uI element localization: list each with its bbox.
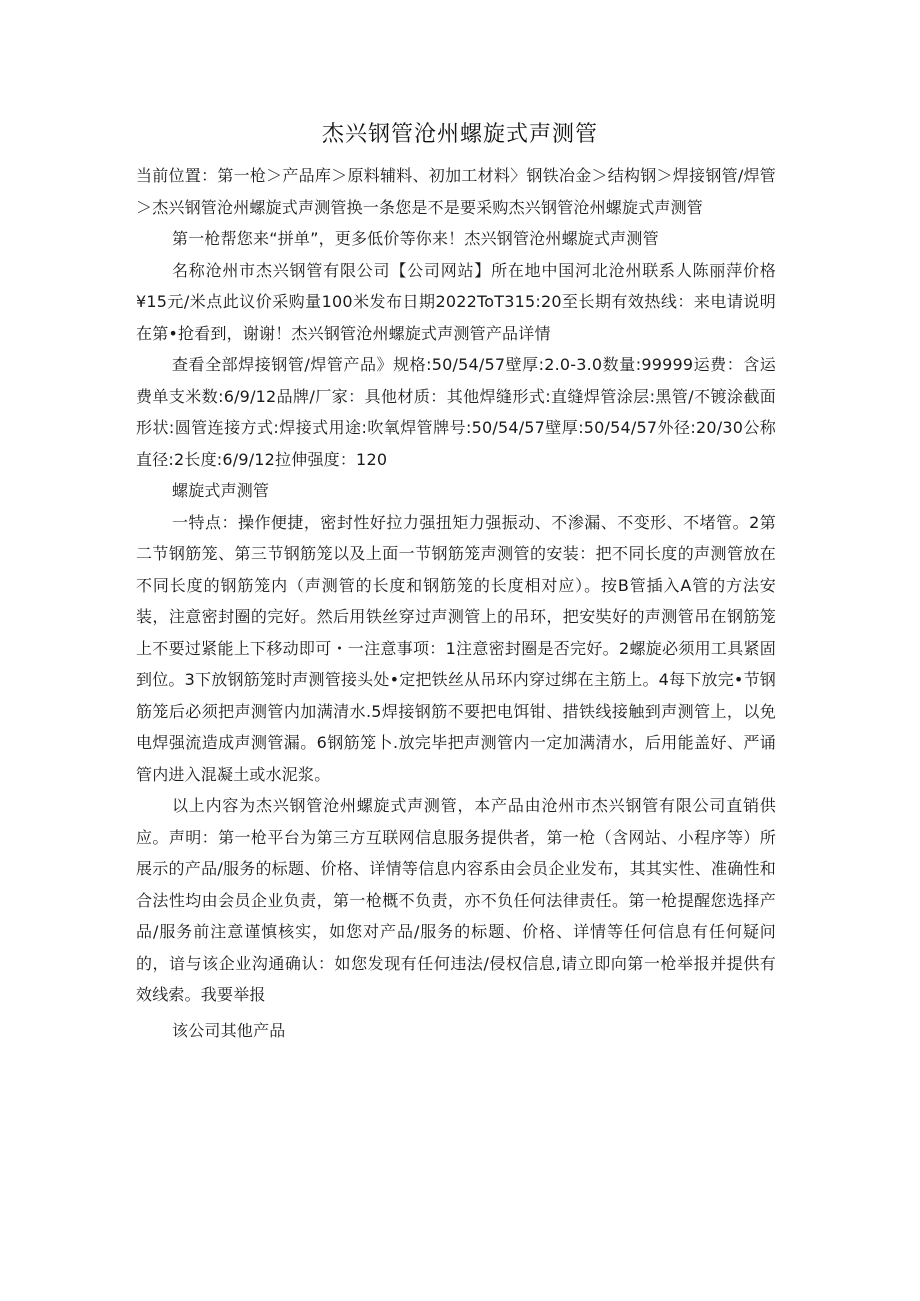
- paragraph-features: 一特点：操作便捷，密封性好拉力强扭矩力强振动、不渗漏、不变形、不堵管。2第二节钢筋笼、第三节钢筋笼以及上面一节钢筋笼声测管的安装：把不同长度的声测管放在不同长度的钢筋笼内（声测管的长度和钢筋笼的长度相对应）。按B管插入A管的方法安装，注意密封圈的完好。然后用铁丝穿过声测管上的吊环，把安奘好的声测管吊在钢筋笼上不要过紧能上下移动即可・一注意事项：1注意密封圈是否完好。2螺旋必须用工具紧固到位。3下放钢筋笼时声测管接头处•定把铁丝从吊环内穿过绑在主筋上。4每下放完•节钢筋笼后必须把声测管内加满清水.5焊接钢筋不要把电饵钳、措铁线接触到声测管上，以免电焊强流造成声测管漏。6钢筋笼卜.放完毕把声测管内一定加满清水，后用能盖好、严诵管内进入混凝土或水泥浆。: [136, 512, 776, 784]
- paragraph-disclaimer: 以上内容为杰兴钢管沧州螺旋式声测管，本产品由沧州市杰兴钢管有限公司直销供应。声明：第一枪平台为第三方互联网信息服务提供者，第一枪（含网站、小程序等）所展示的产品/服务的标题、价格、详情等信息内容系由会员企业发布，其其实性、准确性和合法性均由会员企业负责，第一枪概不负责，亦不负任何法律责任。第一枪提醒您选择产品/服务前注意谨慎核实，如您对产品/服务的标题、价格、详情等任何信息有任何疑问的，谙与该企业沟通确认：如您发现有任何违法/侵权信息,请立即向第一枪举报并提供有效线索。我要举报: [136, 796, 776, 1004]
- other-products-heading: 该公司其他产品: [172, 1020, 286, 1040]
- paragraph-specs: 查看全部焊接钢管/焊管产品》规格:50/54/57壁厚:2.0-3.0数量:99999运费：含运费单支米数:6/9/12品牌/厂家：具他材质：其他焊缝形式:直缝焊管涂层:黑管/不镀涂截面形状:圆管连接方式:焊接式用途:吹氧焊管牌号:50/54/57壁厚:50/54/57外径:20/30公称直径:2长度:6/9/12拉伸强度：120: [136, 355, 776, 469]
- section-heading: 螺旋式声测管: [172, 481, 270, 500]
- paragraph-company-info: 名称沧州市杰兴钢管有限公司【公司网站】所在地中国河北沧州联系人陈丽萍价格¥15元/米点此议价采购量100米发布日期2022ToT315:20至长期有效热线：来电请说明在第•抢看到，谢谢！杰兴钢管沧州螺旋式声测管产品详情: [136, 260, 776, 343]
- paragraph-group-buy: 第一枪帮您来“拼单”，更多低价等你来！杰兴钢管沧州螺旋式声测管: [172, 229, 659, 248]
- document-title: 杰兴钢管沧州螺旋式声测管: [321, 122, 598, 147]
- document-body: [136, 160, 776, 1046]
- breadcrumb: 当前位置：第一枪＞产品库＞原料辅料、初加工材料〉钢铁冶金＞结构钢＞焊接钢管/焊管＞杰兴钢管沧州螺旋式声测管换一条您是不是要采购杰兴钢管沧州螺旋式声测管: [136, 166, 776, 217]
